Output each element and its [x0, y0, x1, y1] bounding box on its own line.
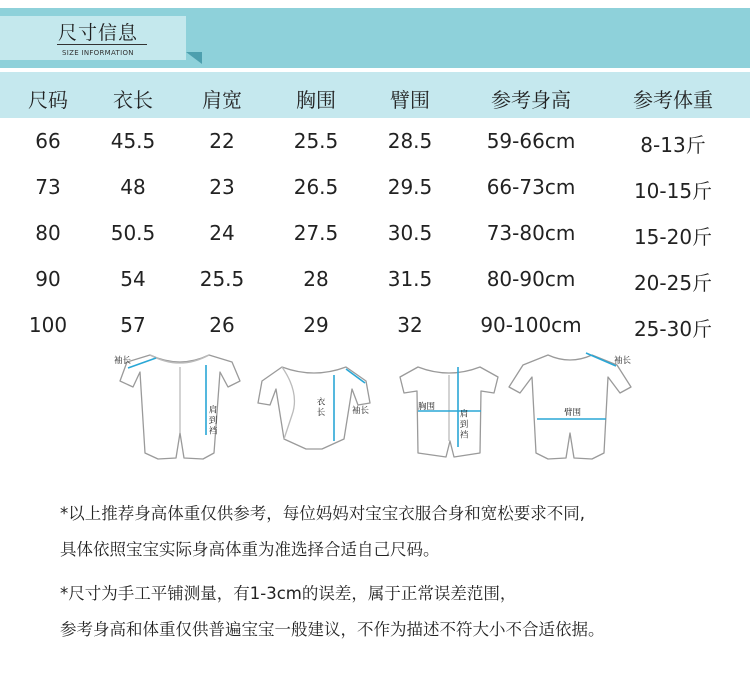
header-chest: 胸围 — [296, 88, 336, 112]
table-cell: 31.5 — [387, 267, 433, 291]
header-length: 衣长 — [113, 88, 153, 112]
table-cell: 29 — [303, 313, 329, 337]
table-cell: 90 — [35, 267, 61, 291]
romper-back-drawing — [509, 355, 631, 459]
table-cell: 100 — [28, 313, 68, 337]
table-cell: 59-66cm — [486, 129, 576, 153]
note-line-4: 参考身高和体重仅供普遍宝宝一般建议，不作为描述不符大小不合适依据。 — [60, 620, 605, 639]
page-subtitle: SIZE INFORMATION — [62, 49, 134, 57]
header-ref-weight: 参考体重 — [633, 88, 713, 112]
table-cell: 90-100cm — [480, 313, 582, 337]
table-cell: 54 — [120, 267, 146, 291]
sleeve2-measure-line — [346, 369, 365, 383]
page-title: 尺寸信息 — [58, 22, 139, 44]
sleeve3-measure-line — [586, 353, 616, 366]
label-shoulder-crotch1: 肩到裆 — [207, 405, 217, 437]
table-cell: 26 — [209, 313, 235, 337]
header-arm: 臂围 — [390, 88, 430, 112]
table-cell: 30.5 — [387, 221, 433, 245]
table-cell: 28.5 — [387, 129, 433, 153]
table-cell: 48 — [120, 175, 146, 199]
note-line-3: *尺寸为手工平铺测量，有1-3cm的误差，属于正常误差范围， — [60, 584, 517, 603]
table-cell: 57 — [120, 313, 146, 337]
label-length: 衣长 — [315, 397, 325, 418]
table-cell: 24 — [209, 221, 235, 245]
table-cell: 80-90cm — [486, 267, 576, 291]
label-arm: 臂围 — [564, 408, 582, 418]
table-cell: 28 — [303, 267, 329, 291]
table-cell: 29.5 — [387, 175, 433, 199]
table-cell: 26.5 — [293, 175, 339, 199]
table-cell: 50.5 — [110, 221, 156, 245]
table-cell: 66-73cm — [486, 175, 576, 199]
header-size: 尺码 — [28, 88, 68, 112]
table-cell: 25.5 — [199, 267, 245, 291]
table-cell: 73 — [35, 175, 61, 199]
header-shoulder: 肩宽 — [202, 88, 242, 112]
table-cell: 23 — [209, 175, 235, 199]
measurement-diagrams — [0, 345, 750, 470]
table-cell: 8-13斤 — [640, 133, 706, 157]
label-sleeve2: 袖长 — [352, 406, 370, 416]
note-line-1: *以上推荐身高体重仅供参考，每位妈妈对宝宝衣服合身和宽松要求不同, — [60, 504, 585, 523]
header-ref-height: 参考身高 — [491, 88, 571, 112]
title-underline — [57, 44, 147, 45]
label-sleeve1: 袖长 — [114, 356, 132, 366]
table-cell: 66 — [35, 129, 61, 153]
sleeve-measure-line — [128, 358, 156, 368]
table-cell: 15-20斤 — [633, 225, 713, 249]
table-cell: 22 — [209, 129, 235, 153]
label-sleeve3: 袖长 — [614, 356, 632, 366]
table-cell: 10-15斤 — [633, 179, 713, 203]
note-line-2: 具体依照宝宝实际身高体重为准选择合适自己尺码。 — [60, 540, 440, 559]
label-chest: 胸围 — [418, 402, 436, 412]
table-cell: 25-30斤 — [633, 317, 713, 341]
table-cell: 45.5 — [110, 129, 156, 153]
table-cell: 20-25斤 — [633, 271, 713, 295]
table-cell: 80 — [35, 221, 61, 245]
table-cell: 32 — [397, 313, 423, 337]
table-cell: 25.5 — [293, 129, 339, 153]
table-cell: 73-80cm — [486, 221, 576, 245]
label-shoulder-crotch2: 肩到裆 — [458, 409, 468, 441]
table-cell: 27.5 — [293, 221, 339, 245]
banner-corner-triangle — [186, 52, 202, 64]
